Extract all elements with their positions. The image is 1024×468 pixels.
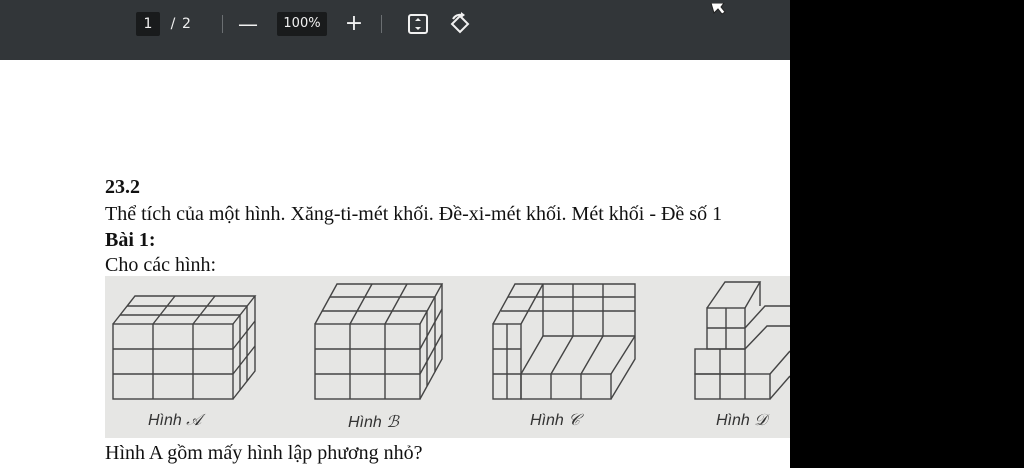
mouse-cursor-icon (710, 0, 726, 12)
question-text: Hình A gồm mấy hình lập phương nhỏ? (105, 442, 423, 464)
toolbar-divider (222, 15, 223, 33)
pdf-toolbar (0, 0, 790, 60)
cube-figures-image (105, 276, 790, 438)
zoom-level-input[interactable]: 100% (277, 12, 327, 36)
caption-figure-b: Hình ℬ (348, 414, 399, 431)
page-number-input[interactable]: 1 (136, 12, 160, 36)
instruction-text: Cho các hình: (105, 254, 217, 276)
page-separator: / (170, 16, 176, 32)
toolbar-divider (381, 15, 382, 33)
zoom-out-button[interactable]: — (238, 12, 258, 36)
exercise-title: Bài 1: (105, 229, 156, 251)
caption-figure-a: Hình 𝒜 (148, 412, 202, 429)
caption-figure-c: Hình 𝒞 (530, 412, 580, 429)
page-total: 2 (182, 16, 191, 32)
caption-figure-d: Hình 𝒟 (716, 412, 768, 429)
fit-to-page-icon[interactable] (406, 12, 430, 36)
section-number: 23.2 (105, 176, 140, 198)
lesson-subtitle: Thể tích của một hình. Xăng-ti-mét khối. Đề-xi-mét khối. Mét khối - Đề số 1 (105, 203, 723, 225)
zoom-in-button[interactable]: + (344, 11, 364, 36)
figure-a-cubes (113, 296, 255, 399)
figure-b-cubes (315, 284, 442, 399)
black-side-region (790, 0, 1024, 468)
figure-c-cubes (493, 284, 635, 399)
figure-d-cubes (695, 282, 790, 399)
rotate-icon[interactable] (448, 12, 472, 36)
